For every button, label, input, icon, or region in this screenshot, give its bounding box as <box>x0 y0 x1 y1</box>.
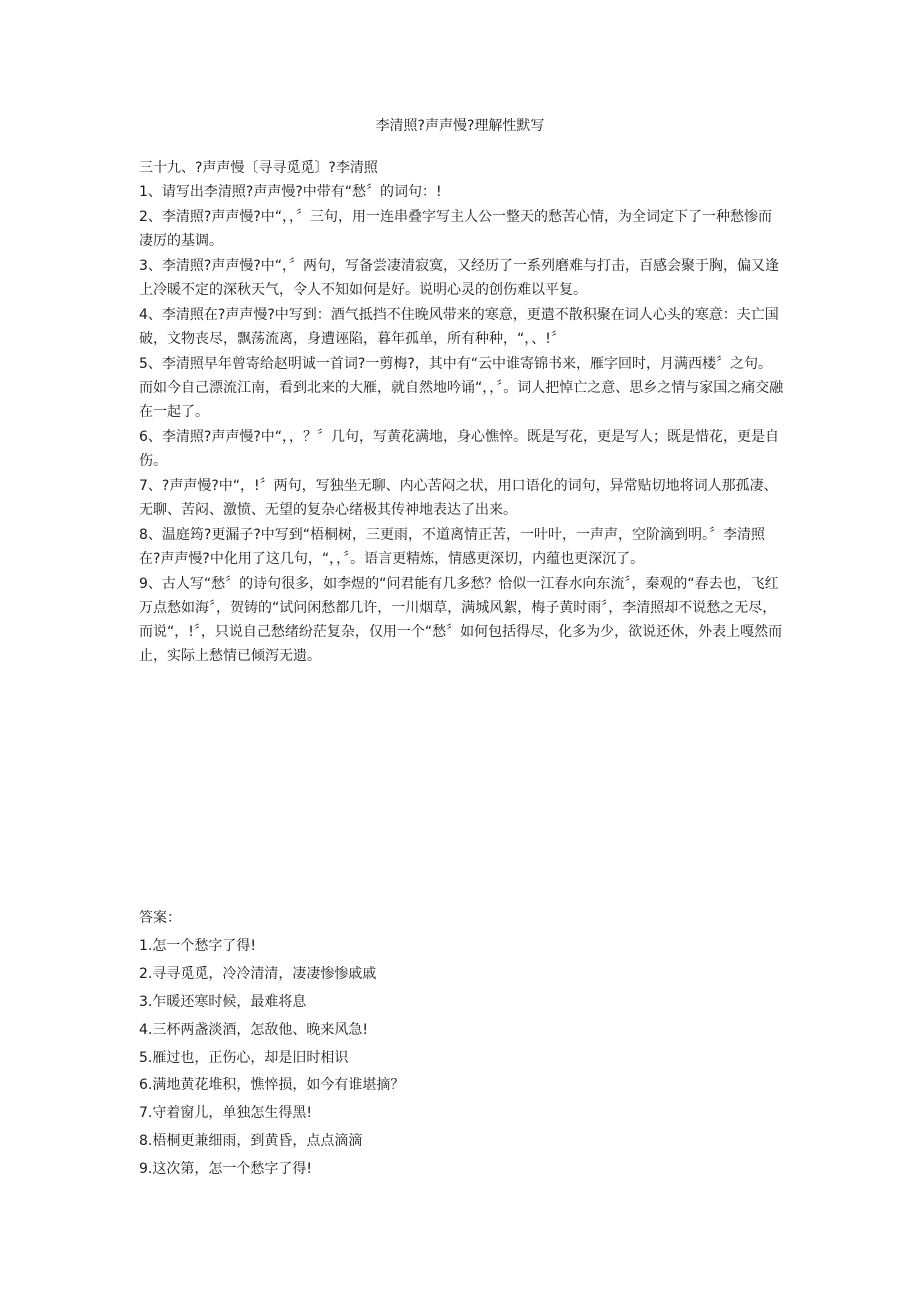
answer-item: 3.乍暖还寒时候，最难将息 <box>139 993 307 1010</box>
question-item: 1、请写出李清照?声声慢?中带有“愁〞的词句：! <box>139 184 442 200</box>
answer-item: 4.三杯两盏淡酒，怎敌他、晚来风急! <box>139 1021 368 1038</box>
answer-item: 9.这次第，怎一个愁字了得! <box>139 1161 312 1178</box>
answer-item: 6.满地黄花堆积，憔悴损，如今有谁堪摘？ <box>139 1077 405 1094</box>
answer-item: 7.守着窗儿，单独怎生得黑! <box>139 1105 312 1122</box>
document-title: 李清照?声声慢?理解性默写 <box>375 118 545 134</box>
answer-item: 2.寻寻觅觅，冷冷清清，凄凄惨惨戚戚 <box>139 965 377 982</box>
question-item: 2、李清照?声声慢?中“，，〞三句，用一连串叠字写主人公一整天的愁苦心情，为全词定下了一种愁惨而凄厉的基调。 <box>139 209 773 249</box>
answer-item: 1.怎一个愁字了得! <box>139 937 256 954</box>
question-item: 8、温庭筠?更漏子?中写到“梧桐树，三更雨，不道离情正苦，一叶叶，一声声，空阶滴到明。〞李清照在?声声慢?中化用了这几句，“，，〞。语言更精炼，情感更深切，内蕴也更深沉了。 <box>139 527 766 567</box>
question-item: 9、古人写“愁〞的诗句很多，如李煜的“问君能有几多愁？恰似一江春水向东流〞，秦观的“春去也，飞红万点愁如海〞，贺铸的“试问闲愁都几许，一川烟草，满城风絮，梅子黄时雨〞，李清照却不说愁之无尽，而说“，!〞，只说自己愁绪纷茫复杂，仅用一个“愁〞如何包括得尽，化多为少，欲说还休，外表上嘎然而止，实际上愁情已倾泻无遗。 <box>139 576 783 664</box>
section-heading: 三十九、?声声慢〔寻寻觅觅〕?李清照 <box>139 160 378 176</box>
question-item: 3、李清照?声声慢?中“，〞两句，写备尝凄清寂寞，又经历了一系列磨难与打击，百感会聚于胸，偏又逢上冷暖不定的深秋天气，令人不知如何是好。说明心灵的创伤难以平复。 <box>139 258 780 298</box>
question-item: 7、?声声慢?中“，!〞两句，写独坐无聊、内心苦闷之状，用口语化的词句，异常贴切地将词人那孤凄、无聊、苦闷、激愤、无望的复杂心绪极其传神地表达了出来。 <box>139 478 778 518</box>
answer-item: 5.雁过也，正伤心，却是旧时相识 <box>139 1049 349 1066</box>
answers-section <box>139 905 784 1184</box>
question-item: 5、李清照早年曾寄给赵明诚一首词?一剪梅?，其中有“云中谁寄锦书来，雁字回时，月满西楼〞之句。而如今自己漂流江南，看到北来的大雁，就自然地吟诵“，，〞。词人把悼亡之意、思乡之情与家国之痛交融在一起了。 <box>139 356 784 420</box>
answers-heading: 答案： <box>139 910 181 926</box>
questions-section <box>139 156 784 669</box>
question-item: 4、李清照在?声声慢?中写到：酒气抵挡不住晚风带来的寒意，更遣不散积聚在词人心头的寒意：夫亡国破，文物丧尽，飘荡流离，身遭诬陷，暮年孤单，所有种种，“，、!〞 <box>139 307 779 347</box>
answer-item: 8.梧桐更兼细雨，到黄昏，点点滴滴 <box>139 1133 363 1150</box>
question-item: 6、李清照?声声慢?中“，，？〞几句，写黄花满地，身心憔悴。既是写花，更是写人；既是惜花，更是自伤。 <box>139 429 780 469</box>
